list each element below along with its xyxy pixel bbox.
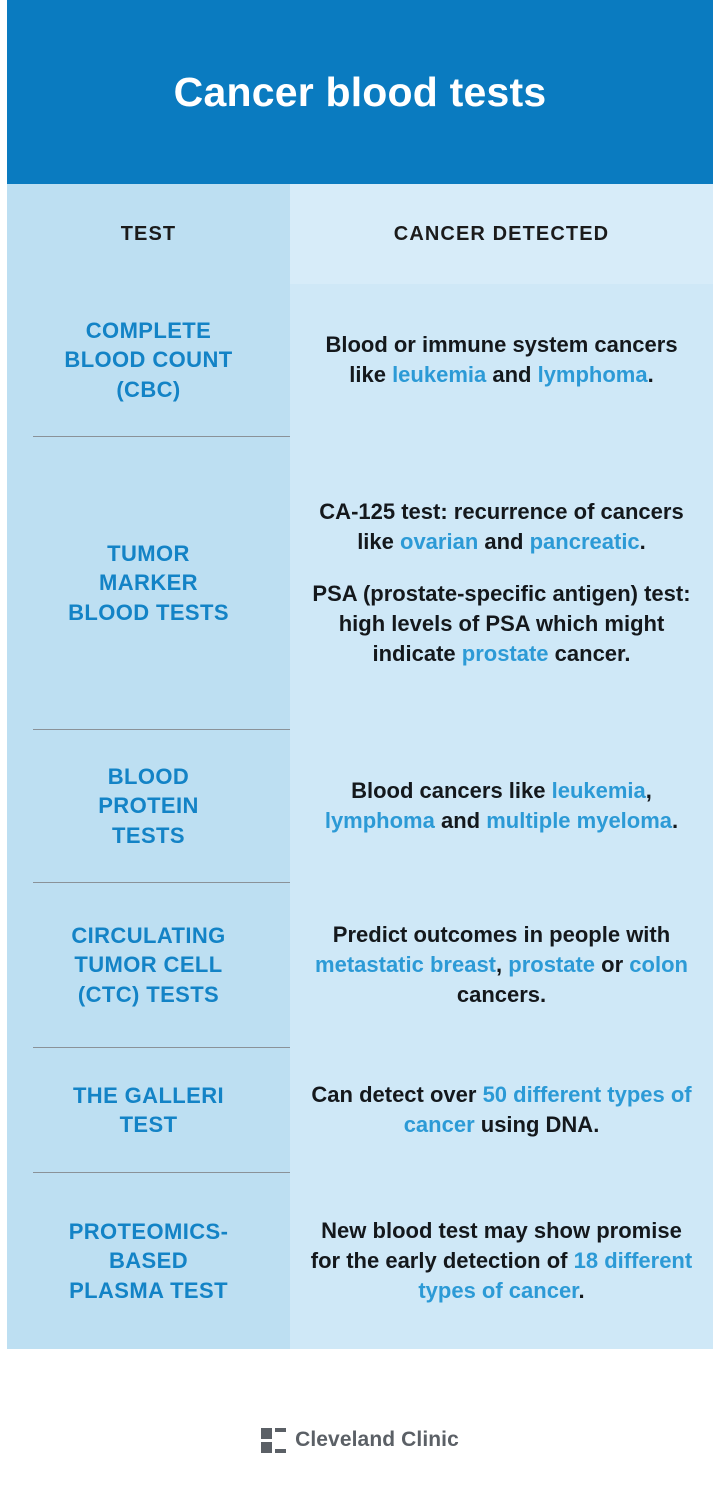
cancer-detected-text	[308, 1080, 695, 1140]
row-divider	[7, 1172, 713, 1173]
cancer-type-link[interactable]: prostate	[461, 640, 549, 666]
plain-text: Predict outcomes in people with	[332, 922, 671, 948]
column-header-cancer-detected	[290, 184, 713, 284]
test-name-label: PROTEOMICS- BASED PLASMA TEST	[68, 1219, 229, 1303]
clinic-logo-icon	[261, 1428, 286, 1453]
plain-text: and	[486, 362, 538, 387]
plain-text: .	[672, 808, 679, 833]
cancer-type-link[interactable]: metastatic breast	[315, 952, 497, 978]
row-divider-line	[33, 729, 687, 730]
test-name-label: COMPLETE BLOOD COUNT (CBC)	[64, 318, 233, 402]
row-divider	[7, 882, 713, 883]
test-name-label: THE GALLERI TEST	[72, 1082, 225, 1137]
cancer-type-link[interactable]: multiple myeloma	[486, 808, 673, 833]
cleveland-clinic-logo	[261, 1428, 459, 1453]
plain-text: .	[578, 1277, 585, 1303]
cancer-detected-text	[308, 579, 695, 669]
cancer-type-link[interactable]: leukemia	[392, 362, 487, 387]
plain-text: cancers.	[456, 981, 547, 1007]
table-row	[7, 1048, 713, 1172]
cell-cancer-detected	[290, 284, 713, 436]
test-name-label: CIRCULATING TUMOR CELL (CTC) TESTS	[71, 923, 226, 1007]
table-row	[7, 730, 713, 882]
cell-test-name	[7, 1048, 290, 1172]
title-banner	[7, 0, 713, 184]
footer	[0, 1391, 720, 1489]
cancer-detected-text	[308, 330, 695, 390]
column-header-test	[7, 184, 290, 284]
plain-text: cancer.	[548, 640, 631, 666]
plain-text: New blood test may show promise for the early detection of	[310, 1218, 682, 1274]
cancer-detected-text	[308, 776, 695, 836]
plain-text: .	[639, 529, 646, 555]
cancer-type-link[interactable]: pancreatic	[529, 529, 640, 555]
cell-cancer-detected	[290, 883, 713, 1047]
row-divider	[7, 436, 713, 437]
plain-text: PSA (prostate-specific antigen) test: high levels of PSA which might indicate	[312, 581, 691, 666]
cell-test-name	[7, 437, 290, 729]
brand-name: Cleveland Clinic	[295, 1428, 459, 1451]
cell-test-name	[7, 883, 290, 1047]
row-divider	[7, 1047, 713, 1048]
row-divider-line	[33, 1172, 687, 1173]
plain-text: CA-125 test: recurrence of cancers like	[319, 499, 684, 555]
cancer-type-link[interactable]: prostate	[508, 952, 596, 978]
cell-cancer-detected	[290, 1173, 713, 1349]
row-divider-line	[33, 882, 687, 883]
cancer-detected-text	[308, 920, 695, 1010]
plain-text: and	[478, 529, 530, 555]
cancer-detected-text	[308, 1216, 695, 1306]
cell-test-name	[7, 730, 290, 882]
column-header-test-label: TEST	[120, 222, 177, 245]
row-divider-line	[33, 1047, 687, 1048]
right-margin	[713, 0, 720, 1391]
table-row	[7, 1173, 713, 1349]
cancer-type-link[interactable]: 18 different types of cancer	[418, 1248, 693, 1303]
cancer-detected-text	[308, 497, 695, 557]
cancer-type-link[interactable]: lymphoma	[324, 808, 435, 833]
row-divider	[7, 729, 713, 730]
plain-text: ,	[496, 952, 509, 978]
table-row	[7, 284, 713, 436]
plain-text: using DNA.	[474, 1112, 600, 1137]
left-margin	[0, 0, 7, 1391]
cancer-type-link[interactable]: colon	[629, 952, 688, 978]
cell-cancer-detected	[290, 1048, 713, 1172]
table-header-row	[7, 184, 713, 284]
cancer-type-link[interactable]: lymphoma	[537, 362, 648, 387]
plain-text: or	[595, 952, 630, 978]
plain-text: Can detect over	[311, 1082, 483, 1108]
cell-test-name	[7, 1173, 290, 1349]
plain-text: Blood or immune system cancers like	[325, 332, 678, 387]
plain-text: ,	[645, 778, 652, 804]
plain-text: Blood cancers like	[351, 778, 552, 804]
test-name-label: TUMOR MARKER BLOOD TESTS	[68, 541, 229, 625]
cell-cancer-detected	[290, 437, 713, 729]
page-title: Cancer blood tests	[173, 68, 547, 115]
table-row	[7, 437, 713, 729]
comparison-table	[7, 184, 713, 1349]
column-header-cancer-detected-label: CANCER DETECTED	[393, 222, 610, 245]
table-row	[7, 883, 713, 1047]
test-name-label: BLOOD PROTEIN TESTS	[98, 764, 199, 848]
plain-text: .	[647, 362, 654, 387]
cell-test-name	[7, 284, 290, 436]
table-body	[7, 284, 713, 1349]
plain-text: and	[434, 808, 487, 833]
row-divider-line	[33, 436, 687, 437]
cancer-type-link[interactable]: leukemia	[551, 778, 646, 804]
cell-cancer-detected	[290, 730, 713, 882]
cancer-type-link[interactable]: 50 different types of cancer	[403, 1082, 692, 1137]
cancer-type-link[interactable]: ovarian	[400, 529, 479, 555]
